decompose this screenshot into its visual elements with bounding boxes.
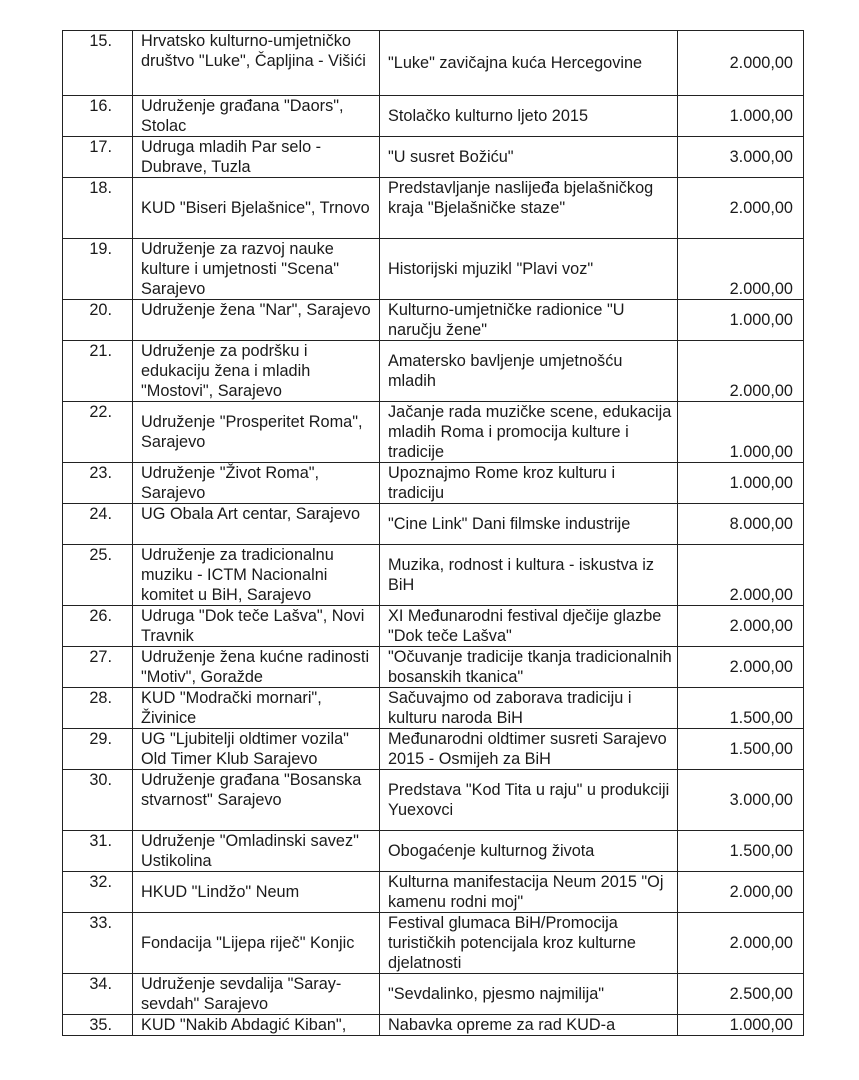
project-title: "Sevdalinko, pjesmo najmilija" bbox=[380, 974, 678, 1015]
organization-name: Udruga mladih Par selo - Dubrave, Tuzla bbox=[133, 137, 380, 178]
grant-amount: 2.000,00 bbox=[678, 545, 804, 606]
table-row bbox=[63, 974, 804, 1015]
organization-name: Udruženje "Prosperitet Roma", Sarajevo bbox=[133, 402, 380, 463]
row-number: 28. bbox=[63, 688, 133, 729]
grant-amount: 2.000,00 bbox=[678, 31, 804, 96]
table-row bbox=[63, 545, 804, 606]
grant-amount: 1.000,00 bbox=[678, 300, 804, 341]
project-title: Muzika, rodnost i kultura - iskustva iz BiH bbox=[380, 545, 678, 606]
grant-amount: 3.000,00 bbox=[678, 770, 804, 831]
grants-table-body bbox=[63, 31, 804, 1036]
row-number: 18. bbox=[63, 178, 133, 239]
grant-amount: 3.000,00 bbox=[678, 137, 804, 178]
project-title: "U susret Božiću" bbox=[380, 137, 678, 178]
organization-name: Udruženje žena "Nar", Sarajevo bbox=[133, 300, 380, 341]
row-number: 30. bbox=[63, 770, 133, 831]
table-row bbox=[63, 31, 804, 96]
project-title: Sačuvajmo od zaborava tradiciju i kulturu naroda BiH bbox=[380, 688, 678, 729]
row-number: 19. bbox=[63, 239, 133, 300]
table-row bbox=[63, 729, 804, 770]
table-row bbox=[63, 688, 804, 729]
organization-name: Udruženje za podršku i edukaciju žena i mladih "Mostovi", Sarajevo bbox=[133, 341, 380, 402]
grant-amount: 2.000,00 bbox=[678, 341, 804, 402]
project-title: Predstava "Kod Tita u raju" u produkciji Yuexovci bbox=[380, 770, 678, 831]
grant-amount: 2.000,00 bbox=[678, 178, 804, 239]
project-title: Festival glumaca BiH/Promocija turističkih potencijala kroz kulturne djelatnosti bbox=[380, 913, 678, 974]
row-number: 24. bbox=[63, 504, 133, 545]
table-row bbox=[63, 137, 804, 178]
project-title: Jačanje rada muzičke scene, edukacija mladih Roma i promocija kulture i tradicije bbox=[380, 402, 678, 463]
organization-name: UG Obala Art centar, Sarajevo bbox=[133, 504, 380, 545]
project-title: Predstavljanje naslijeđa bjelašničkog kraja "Bjelašničke staze" bbox=[380, 178, 678, 239]
organization-name: Udruženje za razvoj nauke kulture i umjetnosti "Scena" Sarajevo bbox=[133, 239, 380, 300]
grant-amount: 1.000,00 bbox=[678, 96, 804, 137]
row-number: 25. bbox=[63, 545, 133, 606]
project-title: Međunarodni oldtimer susreti Sarajevo 2015 - Osmijeh za BiH bbox=[380, 729, 678, 770]
table-row bbox=[63, 300, 804, 341]
organization-name: KUD "Modrački mornari", Živinice bbox=[133, 688, 380, 729]
row-number: 32. bbox=[63, 872, 133, 913]
organization-name: HKUD "Lindžo" Neum bbox=[133, 872, 380, 913]
project-title: Nabavka opreme za rad KUD-a bbox=[380, 1015, 678, 1036]
grant-amount: 2.000,00 bbox=[678, 606, 804, 647]
grant-amount: 8.000,00 bbox=[678, 504, 804, 545]
row-number: 35. bbox=[63, 1015, 133, 1036]
row-number: 21. bbox=[63, 341, 133, 402]
table-row bbox=[63, 606, 804, 647]
table-row bbox=[63, 1015, 804, 1036]
organization-name: Udruženje građana "Bosanska stvarnost" Sarajevo bbox=[133, 770, 380, 831]
table-row bbox=[63, 239, 804, 300]
table-row bbox=[63, 831, 804, 872]
grant-amount: 2.500,00 bbox=[678, 974, 804, 1015]
grants-table bbox=[62, 30, 804, 1036]
grant-amount: 1.000,00 bbox=[678, 463, 804, 504]
row-number: 20. bbox=[63, 300, 133, 341]
table-row bbox=[63, 341, 804, 402]
row-number: 33. bbox=[63, 913, 133, 974]
grant-amount: 1.500,00 bbox=[678, 729, 804, 770]
organization-name: UG "Ljubitelji oldtimer vozila" Old Timer Klub Sarajevo bbox=[133, 729, 380, 770]
row-number: 22. bbox=[63, 402, 133, 463]
project-title: XI Međunarodni festival dječije glazbe "Dok teče Lašva" bbox=[380, 606, 678, 647]
project-title: Kulturno-umjetničke radionice "U naručju žene" bbox=[380, 300, 678, 341]
grant-amount: 2.000,00 bbox=[678, 913, 804, 974]
project-title: Upoznajmo Rome kroz kulturu i tradiciju bbox=[380, 463, 678, 504]
project-title: Historijski mjuzikl "Plavi voz" bbox=[380, 239, 678, 300]
table-row bbox=[63, 402, 804, 463]
table-row bbox=[63, 463, 804, 504]
project-title: Stolačko kulturno ljeto 2015 bbox=[380, 96, 678, 137]
project-title: "Cine Link" Dani filmske industrije bbox=[380, 504, 678, 545]
row-number: 27. bbox=[63, 647, 133, 688]
organization-name: Hrvatsko kulturno-umjetničko društvo "Luke", Čapljina - Višići bbox=[133, 31, 380, 96]
grant-amount: 2.000,00 bbox=[678, 239, 804, 300]
row-number: 29. bbox=[63, 729, 133, 770]
table-row bbox=[63, 647, 804, 688]
organization-name: KUD "Nakib Abdagić Kiban", bbox=[133, 1015, 380, 1036]
organization-name: Udruga "Dok teče Lašva", Novi Travnik bbox=[133, 606, 380, 647]
project-title: Amatersko bavljenje umjetnošću mladih bbox=[380, 341, 678, 402]
row-number: 17. bbox=[63, 137, 133, 178]
row-number: 31. bbox=[63, 831, 133, 872]
row-number: 23. bbox=[63, 463, 133, 504]
table-row bbox=[63, 913, 804, 974]
organization-name: Udruženje građana "Daors", Stolac bbox=[133, 96, 380, 137]
grant-amount: 1.000,00 bbox=[678, 1015, 804, 1036]
organization-name: Fondacija "Lijepa riječ" Konjic bbox=[133, 913, 380, 974]
organization-name: KUD "Biseri Bjelašnice", Trnovo bbox=[133, 178, 380, 239]
organization-name: Udruženje žena kućne radinosti "Motiv", Goražde bbox=[133, 647, 380, 688]
grant-amount: 1.500,00 bbox=[678, 688, 804, 729]
project-title: "Očuvanje tradicije tkanja tradicionalnih bosanskih tkanica" bbox=[380, 647, 678, 688]
grant-amount: 1.000,00 bbox=[678, 402, 804, 463]
row-number: 26. bbox=[63, 606, 133, 647]
organization-name: Udruženje "Omladinski savez" Ustikolina bbox=[133, 831, 380, 872]
project-title: "Luke" zavičajna kuća Hercegovine bbox=[380, 31, 678, 96]
table-row bbox=[63, 504, 804, 545]
grant-amount: 2.000,00 bbox=[678, 647, 804, 688]
table-row bbox=[63, 96, 804, 137]
project-title: Obogaćenje kulturnog života bbox=[380, 831, 678, 872]
table-row bbox=[63, 770, 804, 831]
table-row bbox=[63, 872, 804, 913]
organization-name: Udruženje "Život Roma", Sarajevo bbox=[133, 463, 380, 504]
table-row bbox=[63, 178, 804, 239]
organization-name: Udruženje za tradicionalnu muziku - ICTM Nacionalni komitet u BiH, Sarajevo bbox=[133, 545, 380, 606]
grant-amount: 1.500,00 bbox=[678, 831, 804, 872]
row-number: 15. bbox=[63, 31, 133, 96]
project-title: Kulturna manifestacija Neum 2015 "Oj kamenu rodni moj" bbox=[380, 872, 678, 913]
organization-name: Udruženje sevdalija "Saray-sevdah" Sarajevo bbox=[133, 974, 380, 1015]
row-number: 16. bbox=[63, 96, 133, 137]
row-number: 34. bbox=[63, 974, 133, 1015]
grant-amount: 2.000,00 bbox=[678, 872, 804, 913]
